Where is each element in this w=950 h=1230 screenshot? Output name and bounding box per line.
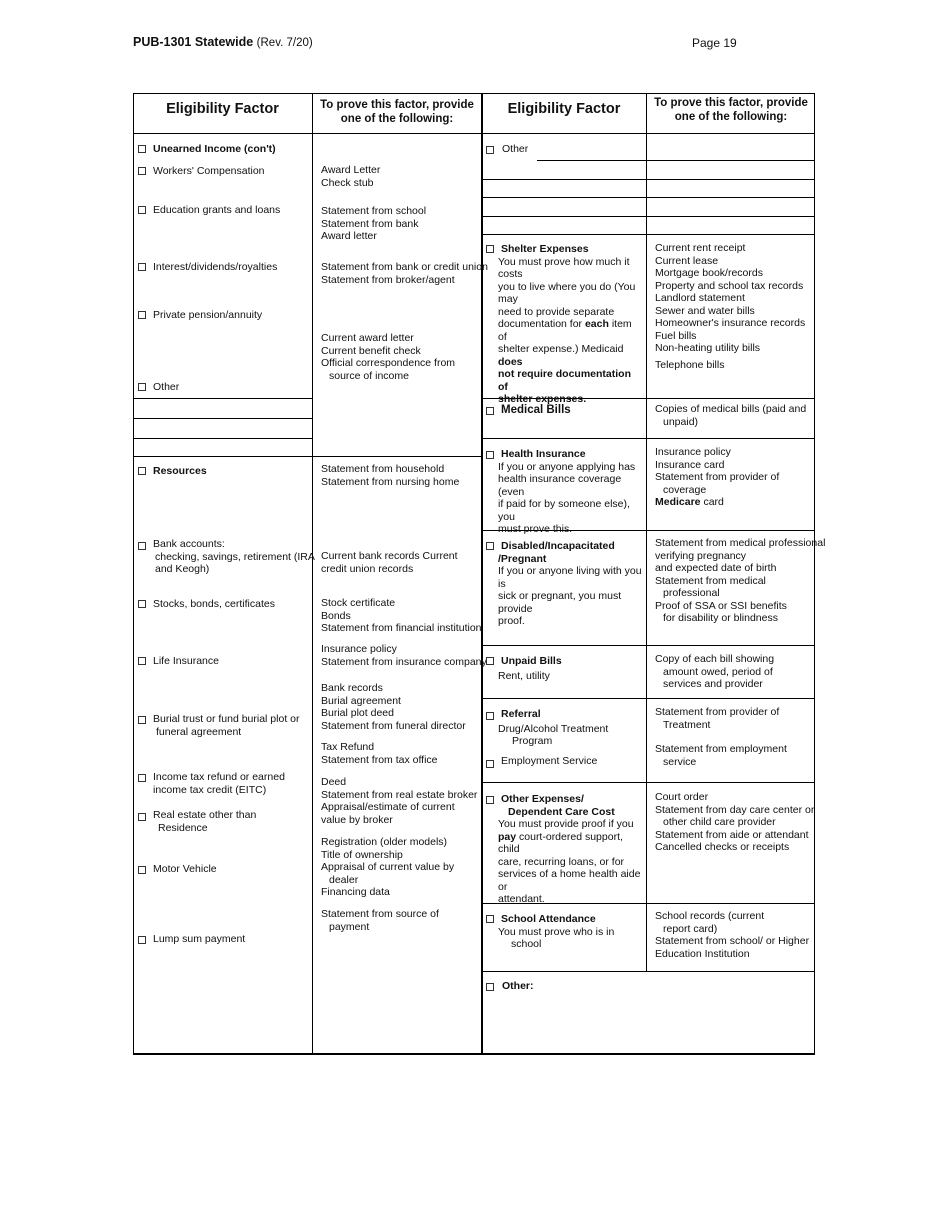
interest-label: Interest/dividends/royalties bbox=[153, 261, 278, 273]
row-rule bbox=[133, 456, 481, 457]
life-insurance-checkbox[interactable] bbox=[138, 657, 146, 665]
resources-label: Resources bbox=[153, 465, 207, 477]
burial-checkbox[interactable] bbox=[138, 716, 146, 724]
lump-sum-checkbox[interactable] bbox=[138, 936, 146, 944]
interest-checkbox[interactable] bbox=[138, 263, 146, 271]
pension-label: Private pension/annuity bbox=[153, 309, 263, 321]
other-top-label: Other bbox=[502, 143, 529, 155]
disabled-docs: Statement from medical professional verifying pregnancy and expected date of birth Statement from medical professional Proof of SSA or SSI benefits for disability or blindness bbox=[655, 537, 826, 624]
health-insurance-checkbox[interactable] bbox=[486, 451, 494, 459]
row-rule bbox=[481, 234, 815, 235]
pension-checkbox[interactable] bbox=[138, 311, 146, 319]
real-estate-docs: Deed Statement from real estate broker Appraisal/estimate of current value by broker bbox=[321, 776, 478, 826]
prove-header: To prove this factor, provide one of the following: bbox=[320, 99, 474, 125]
employment-service-label: Employment Service bbox=[501, 755, 598, 767]
unearned-income-label: Unearned Income (con't) bbox=[153, 143, 276, 155]
row-rule bbox=[481, 782, 815, 783]
burial-label: Burial trust or fund burial plot or funeral agreement bbox=[153, 713, 300, 738]
bank-accounts-checkbox[interactable] bbox=[138, 542, 146, 550]
workers-comp-checkbox[interactable] bbox=[138, 167, 146, 175]
other-top-checkbox[interactable] bbox=[486, 146, 494, 154]
other-income-label: Other bbox=[153, 381, 180, 393]
lump-sum-docs: Statement from source of payment bbox=[321, 908, 439, 933]
resources-docs: Statement from household Statement from nursing home bbox=[321, 463, 460, 488]
real-estate-label: Real estate other than Residence bbox=[153, 809, 257, 834]
lump-sum-label: Lump sum payment bbox=[153, 933, 246, 945]
stocks-checkbox[interactable] bbox=[138, 600, 146, 608]
other-expenses-block: Other Expenses/ Dependent Care Cost You must provide proof if you pay court-ordered support, child care, recurring loans, or for services of a home health aide or attendant. bbox=[498, 793, 641, 905]
stocks-docs: Stock certificate Bonds Statement from financial institution bbox=[321, 597, 482, 634]
row-rule bbox=[481, 971, 815, 972]
shelter-docs: Current rent receipt Current lease Mortgage book/records Property and school tax records Landlord statement Sewer and water bills Homeowner's insurance records Fuel bills Non-heating utility bills Telephone bills bbox=[655, 242, 806, 371]
tax-refund-docs: Tax Refund Statement from tax office bbox=[321, 741, 438, 766]
education-docs: Statement from school Statement from bank Award letter bbox=[321, 205, 427, 242]
shelter-checkbox[interactable] bbox=[486, 245, 494, 253]
row-rule bbox=[133, 418, 312, 419]
form-id: PUB-1301 Statewide bbox=[133, 35, 254, 49]
education-label: Education grants and loans bbox=[153, 204, 281, 216]
school-attendance-block: School Attendance You must prove who is in school bbox=[498, 913, 615, 950]
life-insurance-docs: Insurance policy Statement from insurance company bbox=[321, 643, 487, 668]
school-attendance-checkbox[interactable] bbox=[486, 915, 494, 923]
health-insurance-block: Health Insurance If you or anyone applying has health insurance coverage (even if paid for by someone else), you must prove this. bbox=[498, 448, 636, 535]
tax-refund-checkbox[interactable] bbox=[138, 774, 146, 782]
bank-accounts-docs: Current bank records Current credit union records bbox=[321, 550, 458, 575]
life-insurance-label: Life Insurance bbox=[153, 655, 219, 667]
factor-header: Eligibility Factor bbox=[166, 101, 279, 117]
form-revision: (Rev. 7/20) bbox=[256, 37, 313, 49]
referral-block: Referral Drug/Alcohol Treatment Program bbox=[498, 708, 609, 747]
other-income-checkbox[interactable] bbox=[138, 383, 146, 391]
row-rule bbox=[481, 197, 815, 198]
employment-service-checkbox[interactable] bbox=[486, 760, 494, 768]
page-number: Page 19 bbox=[692, 36, 737, 50]
workers-comp-label: Workers' Compensation bbox=[153, 165, 265, 177]
prove-header: To prove this factor, provide one of the following: bbox=[654, 97, 808, 123]
real-estate-checkbox[interactable] bbox=[138, 813, 146, 821]
row-rule bbox=[481, 698, 815, 699]
medical-bills-label: Medical Bills bbox=[501, 404, 571, 416]
resources-checkbox[interactable] bbox=[138, 467, 146, 475]
medical-bills-docs: Copies of medical bills (paid and unpaid) bbox=[655, 403, 807, 428]
factor-header: Eligibility Factor bbox=[507, 101, 621, 117]
stocks-label: Stocks, bonds, certificates bbox=[153, 598, 275, 610]
row-rule bbox=[133, 438, 312, 439]
unpaid-bills-docs: Copy of each bill showing amount owed, period of services and provider bbox=[655, 653, 775, 690]
row-rule bbox=[481, 645, 815, 646]
disabled-checkbox[interactable] bbox=[486, 542, 494, 550]
unearned-income-checkbox[interactable] bbox=[138, 145, 146, 153]
other-bottom-checkbox[interactable] bbox=[486, 983, 494, 991]
other-bottom-label: Other: bbox=[502, 980, 534, 992]
motor-vehicle-label: Motor Vehicle bbox=[153, 863, 217, 875]
unpaid-bills-checkbox[interactable] bbox=[486, 657, 494, 665]
other-expenses-docs: Court order Statement from day care center or other child care provider Statement from aide or attendant Cancelled checks or receipts bbox=[655, 791, 815, 853]
row-rule bbox=[133, 398, 312, 399]
pension-docs: Current award letter Current benefit check Official correspondence from source of income bbox=[321, 332, 456, 382]
row-rule bbox=[481, 438, 815, 439]
education-checkbox[interactable] bbox=[138, 206, 146, 214]
burial-docs: Bank records Burial agreement Burial plot deed Statement from funeral director bbox=[321, 682, 466, 732]
other-expenses-checkbox[interactable] bbox=[486, 796, 494, 804]
workers-comp-docs: Award Letter Check stub bbox=[321, 164, 381, 189]
header-rule bbox=[133, 133, 815, 134]
row-rule bbox=[481, 216, 815, 217]
referral-checkbox[interactable] bbox=[486, 712, 494, 720]
other-underline bbox=[537, 160, 647, 161]
referral-docs: Statement from provider of Treatment Statement from employment service bbox=[655, 706, 787, 768]
school-attendance-docs: School records (current report card) Statement from school/ or Higher Education Institution bbox=[655, 910, 810, 960]
unpaid-bills-block: Unpaid Bills Rent, utility bbox=[498, 655, 562, 682]
interest-docs: Statement from bank or credit union Statement from broker/agent bbox=[321, 261, 488, 286]
disabled-block: Disabled/Incapacitated /Pregnant If you or anyone living with you is sick or pregnant, you must provide proof. bbox=[498, 540, 642, 627]
medical-bills-checkbox[interactable] bbox=[486, 407, 494, 415]
form-header bbox=[133, 35, 313, 49]
bank-accounts-label: Bank accounts: checking, savings, retirement (IRA and Keogh) bbox=[153, 538, 315, 575]
health-insurance-docs: Insurance policy Insurance card Statement from provider of coverage Medicare card bbox=[655, 446, 780, 508]
shelter-block: Shelter Expenses You must prove how much it costs you to live where you do (You may need to provide separate documentation for each item of shelter expense.) Medicaid does not require documentation of shelter expenses. bbox=[498, 243, 636, 405]
column-divider bbox=[646, 93, 647, 971]
row-rule bbox=[647, 160, 815, 161]
motor-vehicle-checkbox[interactable] bbox=[138, 866, 146, 874]
motor-vehicle-docs: Registration (older models) Title of ownership Appraisal of current value by dealer Financing data bbox=[321, 836, 455, 898]
column-divider bbox=[481, 93, 483, 1055]
tax-refund-label: Income tax refund or earned income tax credit (EITC) bbox=[153, 771, 285, 796]
row-rule bbox=[481, 179, 815, 180]
